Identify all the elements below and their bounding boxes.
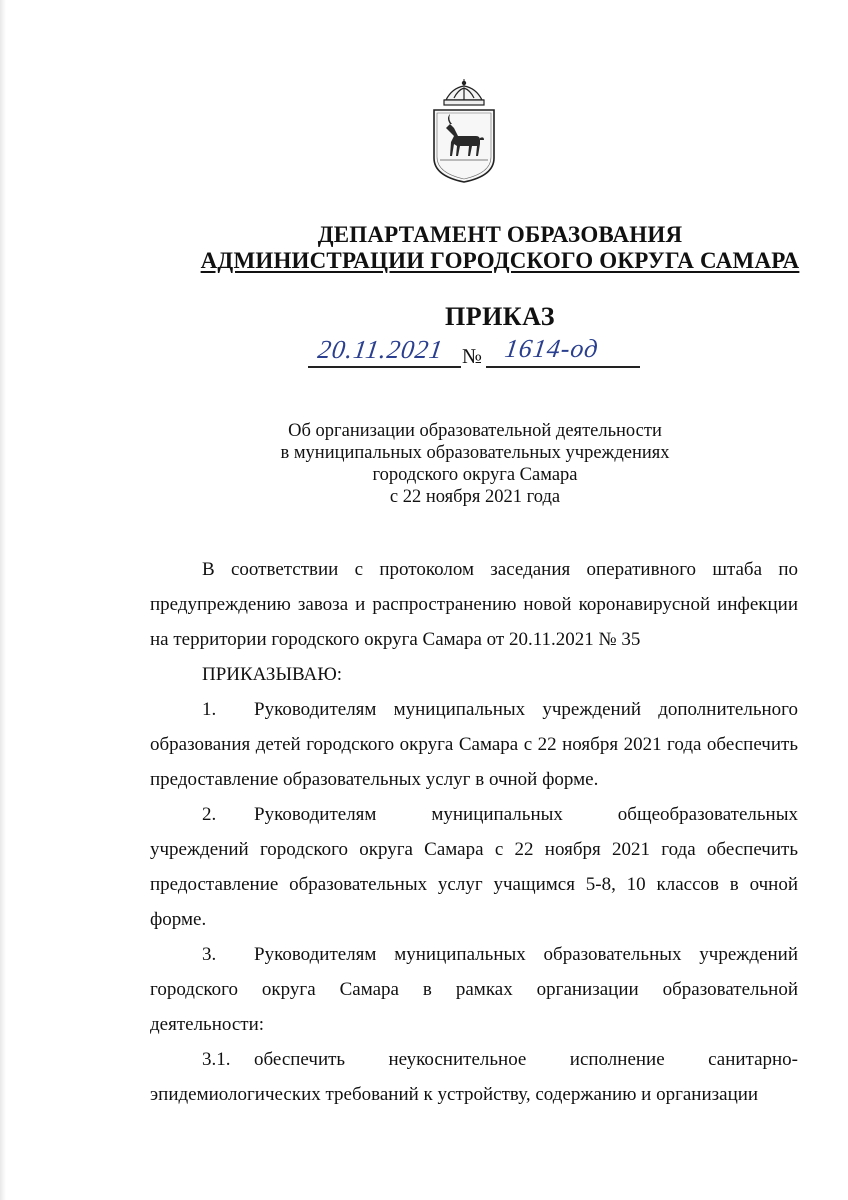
preamble-paragraph: В соответствии с протоколом заседания оперативного штаба по предупреждению завоза и распространению новой коронавирусной инфекции на территории городского округа Самара от 20.11.2021 № 35 (150, 559, 798, 650)
item-text: Руководителям муниципальных учреждений дополнительного образования детей городского округа Самара с 22 ноября 2021 года обеспечить предоставление образовательных услуг в очной форме. (150, 699, 798, 790)
order-subject (180, 420, 770, 508)
subject-line: городского округа Самара (372, 465, 578, 485)
department-title-line2: АДМИНИСТРАЦИИ ГОРОДСКОГО ОКРУГА САМАРА (200, 248, 800, 273)
order-date: 20.11.2021 (316, 335, 446, 364)
directive-paragraph: ПРИКАЗЫВАЮ: (202, 664, 343, 685)
item-number: 2. (202, 804, 217, 825)
list-item (150, 692, 798, 797)
subject-line: в муниципальных образовательных учреждениях (280, 443, 670, 463)
number-sign: № (462, 344, 483, 368)
item-number: 3. (202, 944, 217, 965)
list-item (150, 1042, 798, 1112)
item-number: 3.1. (202, 1049, 231, 1070)
scan-edge-shadow (0, 0, 6, 1200)
item-text: обеспечить неукоснительное исполнение санитарно-эпидемиологических требований к устройству, содержанию и организации (150, 1049, 798, 1105)
order-number: 1614-од (503, 334, 601, 363)
samara-coat-of-arms-icon (424, 78, 504, 186)
item-number: 1. (202, 699, 217, 720)
item-text: Руководителям муниципальных общеобразовательных учреждений городского округа Самара с 22 ноября 2021 года обеспечить предоставление образовательных услуг учащимся 5-8, 10 классов в очной форме. (150, 804, 798, 930)
order-body (150, 552, 798, 1112)
date-underline (308, 366, 461, 368)
list-item (150, 937, 798, 1042)
list-item (150, 797, 798, 937)
number-underline (486, 366, 640, 368)
subject-line: с 22 ноября 2021 года (389, 487, 561, 507)
department-title-line1: ДЕПАРТАМЕНТ ОБРАЗОВАНИЯ (317, 222, 683, 247)
order-title: ПРИКАЗ (444, 302, 556, 331)
item-text: Руководителям муниципальных образовательных учреждений городского округа Самара в рамках организации образовательной деятельности: (150, 944, 798, 1035)
subject-line: Об организации образовательной деятельности (288, 421, 662, 441)
